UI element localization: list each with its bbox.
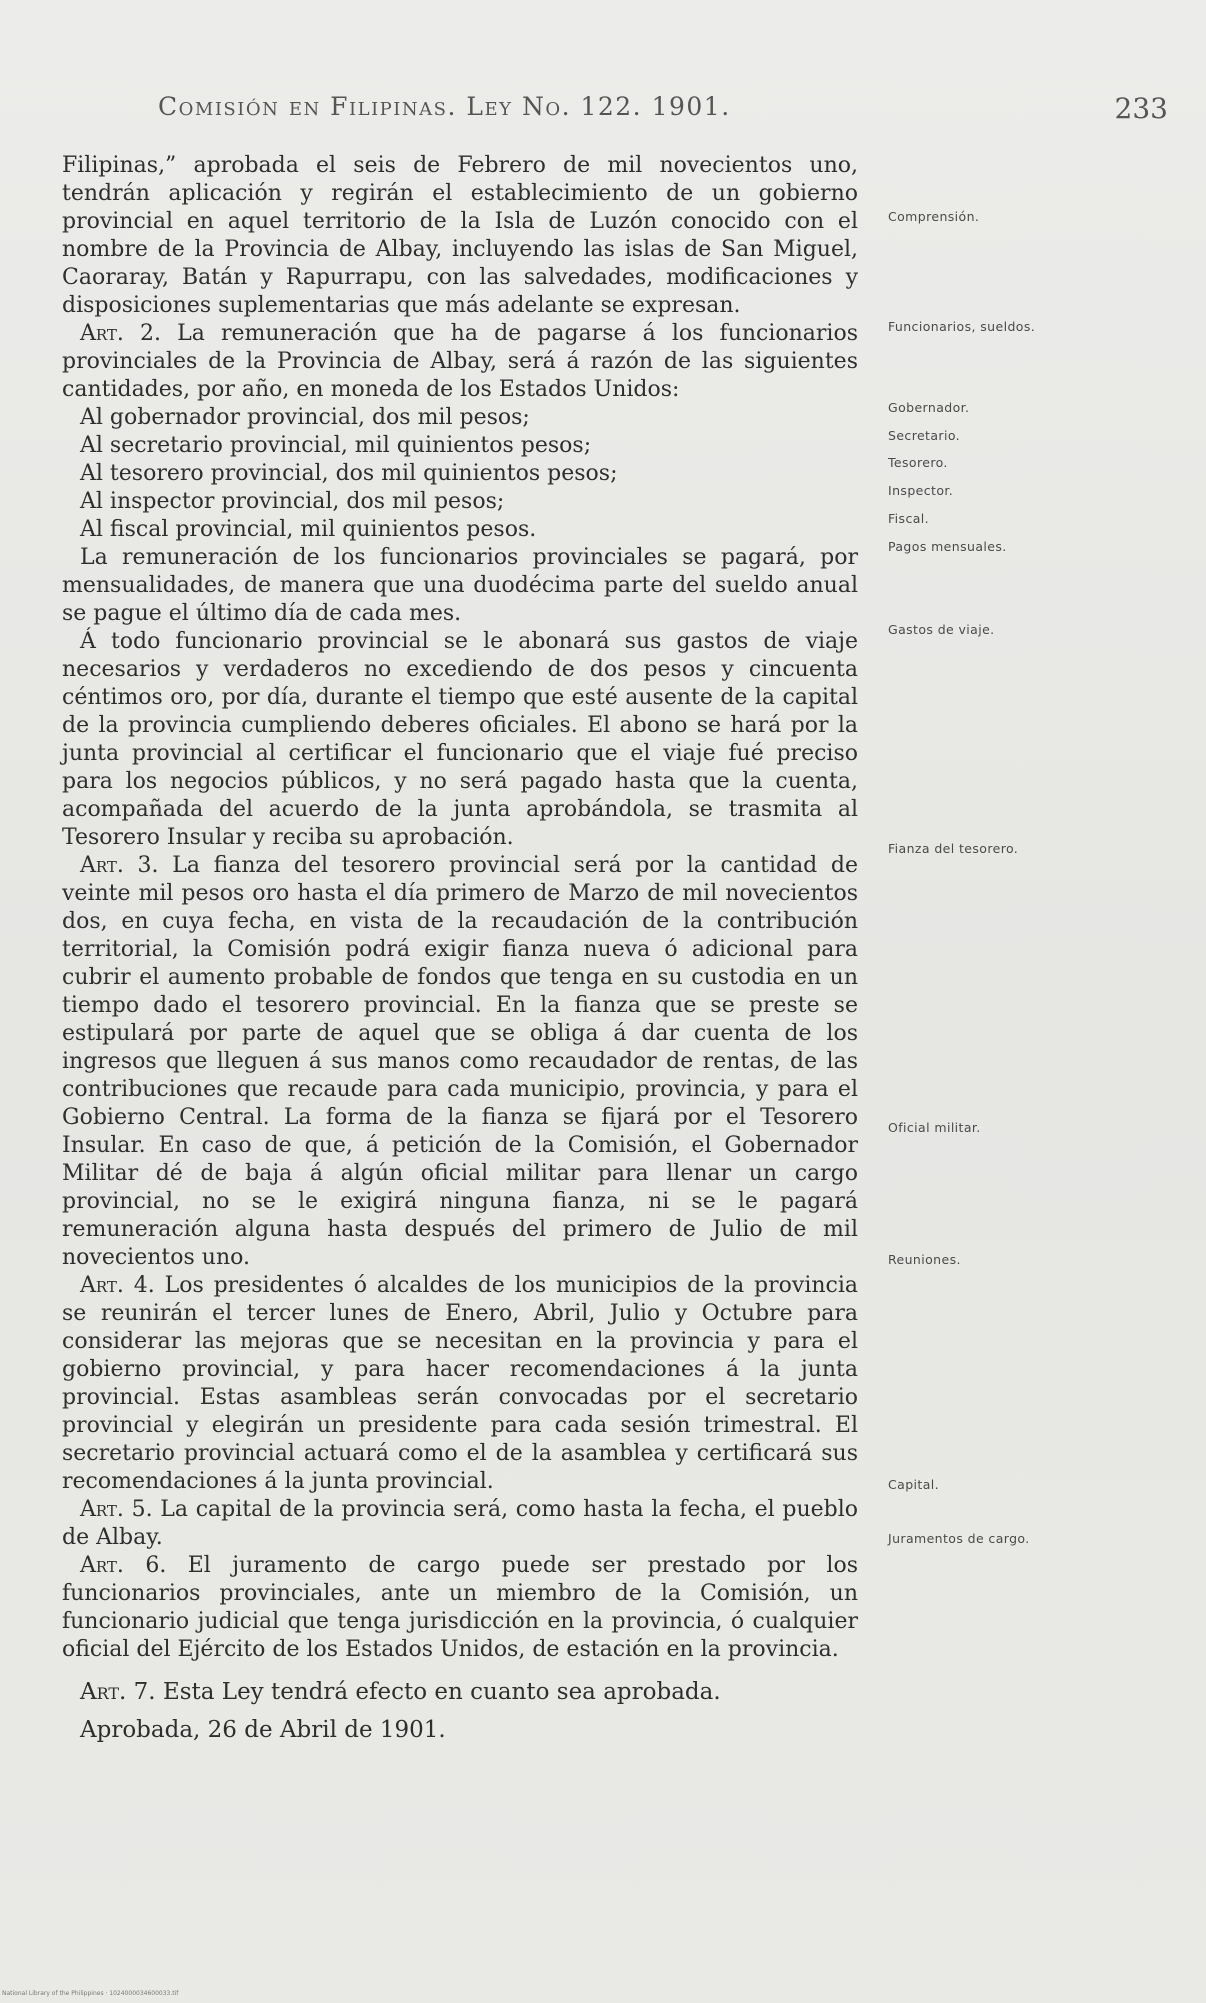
note-pagos: Pagos mensuales. [888,539,1007,554]
paragraph-text: Los presidentes ó alcaldes de los municipios de la provincia se reunirán el tercer lunes de Enero, Abril, Julio y Octubre para considerar las mejoras que se necesitan en la provincia y para el gobierno provincial, y para hacer recomendaciones á la junta provincial. Estas asambleas serán convocadas por el secretario provincial y elegirán un presidente para cada sesión trimestral. El secretario provincial actuará como el de la asamblea y certificará sus recomendaciones á la junta provincial. [62,1273,859,1494]
paragraph-text: Esta Ley tendrá efecto en cuanto sea aprobada. [162,1679,721,1705]
salary-item-secretario: Al secretario provincial, mil quinientos pesos; [80,433,592,458]
paragraph-art-3 [62,852,858,1272]
article-label: Art. 2. [80,321,162,346]
article-label: Art. 3. [80,853,159,878]
note-comprension: Comprensión. [888,209,980,224]
note-secretario: Secretario. [888,428,961,443]
note-reuniones: Reuniones. [888,1252,961,1267]
scan-footer: National Library of the Philippines · 1024000034600033.tif [2,1990,179,1997]
salary-item-gobernador: Al gobernador provincial, dos mil pesos; [80,405,530,430]
paragraph-text: La fianza del tesorero provincial será por la cantidad de veinte mil pesos oro hasta el día primero de Marzo de mil novecientos dos, en cuya fecha, en vista de la recaudación de la contribución territorial, la Comisión podrá exigir fianza nueva ó adicional para cubrir el aumento probable de fondos que tenga en su custodia en un tiempo dado el tesorero provincial. En la fianza que se preste se estipulará por parte de aquel que se obliga á dar cuenta de los ingresos que lleguen á sus manos como recaudador de rentas, de las contribuciones que recaude para cada municipio, provincia, y para el Gobierno Central. La forma de la fianza se fijará por el Tesorero Insular. En caso de que, á petición de la Comisión, el Gobernador Militar dé de baja á algún oficial militar para llenar un cargo provincial, no se le exigirá ninguna fianza, ni se le pagará remuneración alguna hasta después del primero de Julio de mil novecientos uno. [62,853,859,1270]
paragraph-art-7 [62,1678,858,1706]
note-fianza: Fianza del tesorero. [888,841,1019,856]
salary-item-inspector: Al inspector provincial, dos mil pesos; [80,489,505,514]
article-label: Art. 4. [80,1273,155,1298]
article-label: Art. 5. [80,1497,153,1522]
margin-notes [870,0,1090,2003]
note-oficial: Oficial militar. [888,1120,981,1135]
note-fiscal: Fiscal. [888,511,930,526]
paragraph-comprension: Filipinas,” aprobada el seis de Febrero de mil novecientos uno, tendrán aplicación y regirán el establecimiento de un gobierno provincial en aquel territorio de la Isla de Luzón conocido con el nombre de la Provincia de Albay, incluyendo las islas de San Miguel, Caoraray, Batán y Rapurrapu, con las salvedades, modificaciones y disposiciones suplementarias que más adelante se expresan. [62,153,858,318]
paragraph-art-4 [62,1272,858,1496]
body-text [62,152,858,1744]
paragraph-text: El juramento de cargo puede ser prestado por los funcionarios provinciales, ante un miembro de la Comisión, un funcionario judicial que tenga jurisdicción en la provincia, ó cualquier oficial del Ejército de los Estados Unidos, de estación en la provincia. [62,1553,858,1662]
paragraph-art-5 [62,1496,858,1552]
note-tesorero: Tesorero. [888,455,948,470]
note-gastos: Gastos de viaje. [888,622,995,637]
note-gobernador: Gobernador. [888,400,970,415]
note-funcionarios: Funcionarios, sueldos. [888,319,1036,334]
note-inspector: Inspector. [888,483,954,498]
salary-item-tesorero: Al tesorero provincial, dos mil quinientos pesos; [80,461,618,486]
approval-date: Aprobada, 26 de Abril de 1901. [80,1717,446,1743]
page-number: 233 [1114,92,1168,125]
note-juramentos: Juramentos de cargo. [888,1531,1030,1546]
paragraph-pagos: La remuneración de los funcionarios provinciales se pagará, por mensualidades, de manera que una duodécima parte del sueldo anual se pague el último día de cada mes. [62,545,858,626]
paragraph-text: La remuneración que ha de pagarse á los funcionarios provinciales de la Provincia de Albay, será á razón de las siguientes cantidades, por año, en moneda de los Estados Unidos: [62,321,859,402]
paragraph-art-6 [62,1552,858,1664]
article-label: Art. 7. [80,1679,156,1705]
salary-item-fiscal: Al fiscal provincial, mil quinientos pesos. [80,517,537,542]
running-head: Comisión en Filipinas. Ley No. 122. 1901. [158,92,731,121]
paragraph-text: La capital de la provincia será, como hasta la fecha, el pueblo de Albay. [62,1497,858,1550]
note-capital: Capital. [888,1477,940,1492]
article-label: Art. 6. [80,1553,167,1578]
paragraph-gastos: Á todo funcionario provincial se le abonará sus gastos de viaje necesarios y verdaderos no excediendo de dos pesos y cincuenta céntimos oro, por día, durante el tiempo que esté ausente de la capital de la provincia cumpliendo deberes oficiales. El abono se hará por la junta provincial al certificar el funcionario que el viaje fué preciso para los negocios públicos, y no será pagado hasta que la cuenta, acompañada del acuerdo de la junta aprobándola, se trasmita al Tesorero Insular y reciba su aprobación. [62,629,858,850]
paragraph-art-2 [62,320,858,404]
